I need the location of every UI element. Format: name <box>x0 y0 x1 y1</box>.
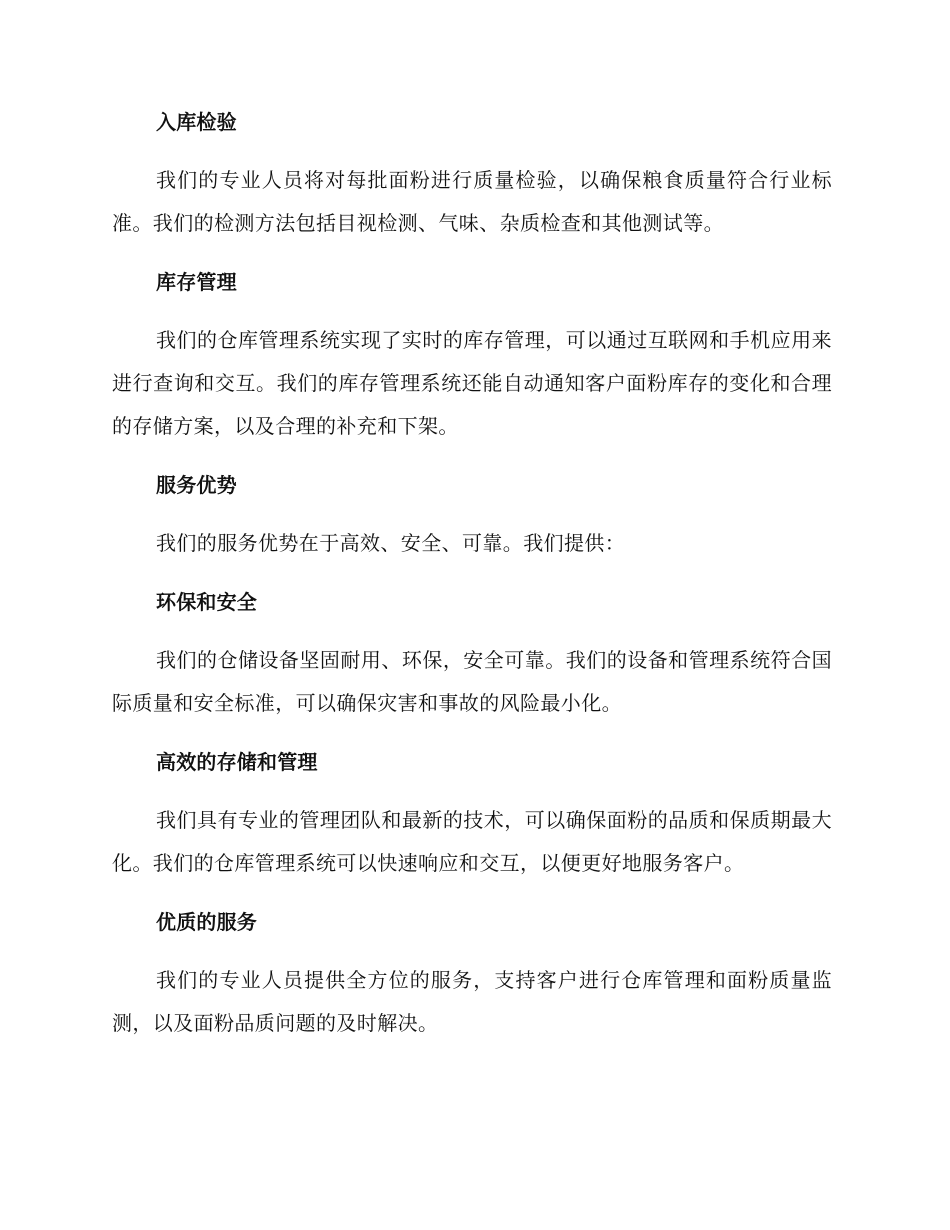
section-heading-safety: 环保和安全 <box>156 590 257 614</box>
section-heading-service: 优质的服务 <box>156 910 257 934</box>
section-heading-advantages: 服务优势 <box>156 473 237 497</box>
section-heading-storage: 高效的存储和管理 <box>156 750 318 774</box>
document-page <box>112 106 832 1066</box>
section-paragraph-advantages: 我们的服务优势在于高效、安全、可靠。我们提供： <box>156 531 626 555</box>
section-paragraph-safety: 我们的仓储设备坚固耐用、环保，安全可靠。我们的设备和管理系统符合国际质量和安全标准，可以确保灾害和事故的风险最小化。 <box>112 648 832 715</box>
section-paragraph-service: 我们的专业人员提供全方位的服务，支持客户进行仓库管理和面粉质量监测，以及面粉品质问题的及时解决。 <box>112 968 832 1035</box>
section-paragraph-inspection: 我们的专业人员将对每批面粉进行质量检验，以确保粮食质量符合行业标准。我们的检测方法包括目视检测、气味、杂质检查和其他测试等。 <box>112 168 832 235</box>
section-heading-inventory: 库存管理 <box>156 270 237 294</box>
section-heading-inspection: 入库检验 <box>156 110 237 134</box>
section-paragraph-inventory: 我们的仓库管理系统实现了实时的库存管理，可以通过互联网和手机应用来进行查询和交互。我们的库存管理系统还能自动通知客户面粉库存的变化和合理的存储方案，以及合理的补充和下架。 <box>112 328 832 438</box>
section-paragraph-storage: 我们具有专业的管理团队和最新的技术，可以确保面粉的品质和保质期最大化。我们的仓库管理系统可以快速响应和交互，以便更好地服务客户。 <box>112 808 832 875</box>
